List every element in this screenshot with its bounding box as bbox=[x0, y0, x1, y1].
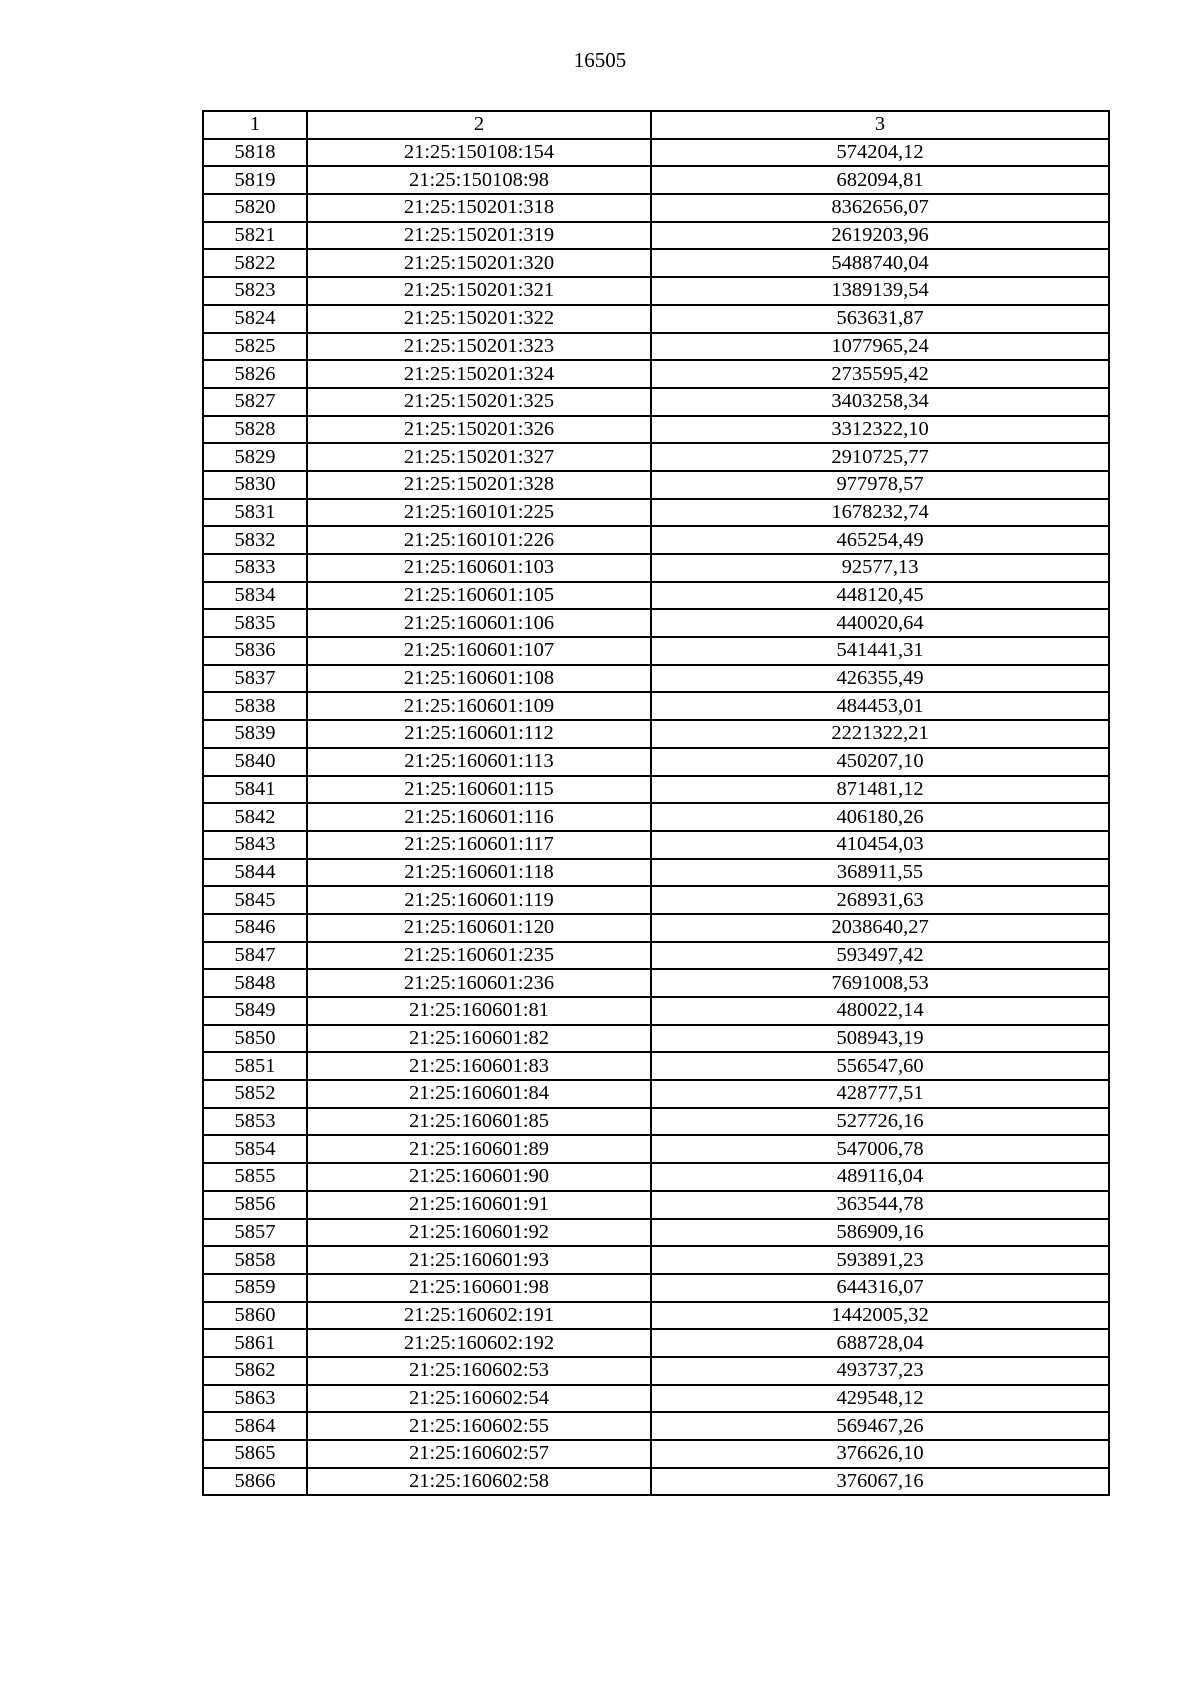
table-row bbox=[203, 1108, 1109, 1136]
table-header bbox=[203, 111, 1109, 139]
cadastral-number-cell: 21:25:160601:82 bbox=[307, 1025, 651, 1053]
cadastral-number-cell: 21:25:150201:325 bbox=[307, 388, 651, 416]
cadastral-number-cell: 21:25:150201:328 bbox=[307, 471, 651, 499]
table-row bbox=[203, 1052, 1109, 1080]
row-number-cell: 5818 bbox=[203, 139, 307, 167]
value-cell: 688728,04 bbox=[651, 1329, 1109, 1357]
table-row bbox=[203, 388, 1109, 416]
table-row bbox=[203, 166, 1109, 194]
cadastral-number-cell: 21:25:150201:327 bbox=[307, 443, 651, 471]
value-cell: 3403258,34 bbox=[651, 388, 1109, 416]
cadastral-number-cell: 21:25:160601:103 bbox=[307, 554, 651, 582]
value-cell: 556547,60 bbox=[651, 1052, 1109, 1080]
table-row bbox=[203, 305, 1109, 333]
cadastral-number-cell: 21:25:160101:225 bbox=[307, 499, 651, 527]
cadastral-number-cell: 21:25:160601:235 bbox=[307, 942, 651, 970]
value-cell: 3312322,10 bbox=[651, 416, 1109, 444]
table-row bbox=[203, 637, 1109, 665]
cadastral-number-cell: 21:25:160601:92 bbox=[307, 1219, 651, 1247]
table-row bbox=[203, 1440, 1109, 1468]
table-row bbox=[203, 1219, 1109, 1247]
cadastral-number-cell: 21:25:160602:53 bbox=[307, 1357, 651, 1385]
row-number-cell: 5852 bbox=[203, 1080, 307, 1108]
value-cell: 593497,42 bbox=[651, 942, 1109, 970]
table-row bbox=[203, 499, 1109, 527]
table-row bbox=[203, 1468, 1109, 1496]
row-number-cell: 5866 bbox=[203, 1468, 307, 1496]
value-cell: 440020,64 bbox=[651, 609, 1109, 637]
cadastral-number-cell: 21:25:160601:109 bbox=[307, 692, 651, 720]
cadastral-number-cell: 21:25:160601:106 bbox=[307, 609, 651, 637]
cadastral-number-cell: 21:25:160601:108 bbox=[307, 665, 651, 693]
row-number-cell: 5820 bbox=[203, 194, 307, 222]
table-row bbox=[203, 665, 1109, 693]
row-number-cell: 5846 bbox=[203, 914, 307, 942]
row-number-cell: 5851 bbox=[203, 1052, 307, 1080]
row-number-cell: 5819 bbox=[203, 166, 307, 194]
cadastral-number-cell: 21:25:160602:54 bbox=[307, 1385, 651, 1413]
value-cell: 1389139,54 bbox=[651, 277, 1109, 305]
table-row bbox=[203, 277, 1109, 305]
table-row bbox=[203, 1329, 1109, 1357]
value-cell: 92577,13 bbox=[651, 554, 1109, 582]
value-cell: 541441,31 bbox=[651, 637, 1109, 665]
table-row bbox=[203, 997, 1109, 1025]
value-cell: 682094,81 bbox=[651, 166, 1109, 194]
row-number-cell: 5832 bbox=[203, 526, 307, 554]
cadastral-number-cell: 21:25:150201:324 bbox=[307, 360, 651, 388]
row-number-cell: 5833 bbox=[203, 554, 307, 582]
value-cell: 2619203,96 bbox=[651, 222, 1109, 250]
value-cell: 569467,26 bbox=[651, 1412, 1109, 1440]
table-row bbox=[203, 1274, 1109, 1302]
value-cell: 2910725,77 bbox=[651, 443, 1109, 471]
cadastral-number-cell: 21:25:160601:120 bbox=[307, 914, 651, 942]
table-row bbox=[203, 886, 1109, 914]
value-cell: 7691008,53 bbox=[651, 969, 1109, 997]
value-cell: 376067,16 bbox=[651, 1468, 1109, 1496]
cadastral-number-cell: 21:25:160601:116 bbox=[307, 803, 651, 831]
value-cell: 508943,19 bbox=[651, 1025, 1109, 1053]
row-number-cell: 5838 bbox=[203, 692, 307, 720]
value-cell: 489116,04 bbox=[651, 1163, 1109, 1191]
row-number-cell: 5825 bbox=[203, 333, 307, 361]
row-number-cell: 5844 bbox=[203, 859, 307, 887]
header-cell-1: 1 bbox=[203, 111, 307, 139]
row-number-cell: 5858 bbox=[203, 1246, 307, 1274]
table-row bbox=[203, 1412, 1109, 1440]
cadastral-number-cell: 21:25:160601:115 bbox=[307, 776, 651, 804]
row-number-cell: 5830 bbox=[203, 471, 307, 499]
table-row bbox=[203, 1385, 1109, 1413]
value-cell: 2038640,27 bbox=[651, 914, 1109, 942]
cadastral-number-cell: 21:25:160601:91 bbox=[307, 1191, 651, 1219]
value-cell: 493737,23 bbox=[651, 1357, 1109, 1385]
row-number-cell: 5839 bbox=[203, 720, 307, 748]
table-row bbox=[203, 249, 1109, 277]
table-row bbox=[203, 139, 1109, 167]
cadastral-number-cell: 21:25:160602:192 bbox=[307, 1329, 651, 1357]
row-number-cell: 5822 bbox=[203, 249, 307, 277]
cadastral-number-cell: 21:25:150108:154 bbox=[307, 139, 651, 167]
value-cell: 450207,10 bbox=[651, 748, 1109, 776]
cadastral-number-cell: 21:25:150201:321 bbox=[307, 277, 651, 305]
row-number-cell: 5841 bbox=[203, 776, 307, 804]
header-cell-2: 2 bbox=[307, 111, 651, 139]
value-cell: 363544,78 bbox=[651, 1191, 1109, 1219]
row-number-cell: 5837 bbox=[203, 665, 307, 693]
row-number-cell: 5849 bbox=[203, 997, 307, 1025]
row-number-cell: 5864 bbox=[203, 1412, 307, 1440]
table-row bbox=[203, 222, 1109, 250]
cadastral-number-cell: 21:25:150201:322 bbox=[307, 305, 651, 333]
value-cell: 465254,49 bbox=[651, 526, 1109, 554]
value-cell: 376626,10 bbox=[651, 1440, 1109, 1468]
table-row bbox=[203, 333, 1109, 361]
value-cell: 426355,49 bbox=[651, 665, 1109, 693]
cadastral-number-cell: 21:25:160601:98 bbox=[307, 1274, 651, 1302]
table-row bbox=[203, 748, 1109, 776]
table-row bbox=[203, 1025, 1109, 1053]
cadastral-number-cell: 21:25:160602:191 bbox=[307, 1302, 651, 1330]
header-cell-3: 3 bbox=[651, 111, 1109, 139]
table-row bbox=[203, 914, 1109, 942]
cadastral-number-cell: 21:25:160602:58 bbox=[307, 1468, 651, 1496]
table-row bbox=[203, 1135, 1109, 1163]
value-cell: 977978,57 bbox=[651, 471, 1109, 499]
value-cell: 563631,87 bbox=[651, 305, 1109, 333]
row-number-cell: 5856 bbox=[203, 1191, 307, 1219]
table-row bbox=[203, 1163, 1109, 1191]
cadastral-number-cell: 21:25:150108:98 bbox=[307, 166, 651, 194]
table-row bbox=[203, 969, 1109, 997]
value-cell: 429548,12 bbox=[651, 1385, 1109, 1413]
cadastral-number-cell: 21:25:160602:55 bbox=[307, 1412, 651, 1440]
row-number-cell: 5850 bbox=[203, 1025, 307, 1053]
row-number-cell: 5835 bbox=[203, 609, 307, 637]
table-row bbox=[203, 720, 1109, 748]
table-row bbox=[203, 776, 1109, 804]
cadastral-number-cell: 21:25:160601:117 bbox=[307, 831, 651, 859]
value-cell: 368911,55 bbox=[651, 859, 1109, 887]
table-row bbox=[203, 1302, 1109, 1330]
row-number-cell: 5857 bbox=[203, 1219, 307, 1247]
value-cell: 527726,16 bbox=[651, 1108, 1109, 1136]
value-cell: 484453,01 bbox=[651, 692, 1109, 720]
value-cell: 406180,26 bbox=[651, 803, 1109, 831]
cadastral-number-cell: 21:25:160602:57 bbox=[307, 1440, 651, 1468]
value-cell: 586909,16 bbox=[651, 1219, 1109, 1247]
row-number-cell: 5842 bbox=[203, 803, 307, 831]
row-number-cell: 5821 bbox=[203, 222, 307, 250]
row-number-cell: 5840 bbox=[203, 748, 307, 776]
cadastral-number-cell: 21:25:160101:226 bbox=[307, 526, 651, 554]
cadastral-number-cell: 21:25:160601:93 bbox=[307, 1246, 651, 1274]
cadastral-number-cell: 21:25:160601:81 bbox=[307, 997, 651, 1025]
table-row bbox=[203, 416, 1109, 444]
table-row bbox=[203, 1080, 1109, 1108]
value-cell: 593891,23 bbox=[651, 1246, 1109, 1274]
row-number-cell: 5862 bbox=[203, 1357, 307, 1385]
cadastral-number-cell: 21:25:160601:107 bbox=[307, 637, 651, 665]
table-row bbox=[203, 443, 1109, 471]
table-body bbox=[203, 139, 1109, 1496]
table-row bbox=[203, 609, 1109, 637]
table-row bbox=[203, 859, 1109, 887]
page-number: 16505 bbox=[573, 48, 627, 72]
row-number-cell: 5859 bbox=[203, 1274, 307, 1302]
row-number-cell: 5865 bbox=[203, 1440, 307, 1468]
cadastral-number-cell: 21:25:160601:105 bbox=[307, 582, 651, 610]
table-header-row bbox=[203, 111, 1109, 139]
cadastral-number-cell: 21:25:160601:84 bbox=[307, 1080, 651, 1108]
row-number-cell: 5836 bbox=[203, 637, 307, 665]
value-cell: 5488740,04 bbox=[651, 249, 1109, 277]
row-number-cell: 5831 bbox=[203, 499, 307, 527]
cadastral-number-cell: 21:25:160601:112 bbox=[307, 720, 651, 748]
row-number-cell: 5829 bbox=[203, 443, 307, 471]
cadastral-number-cell: 21:25:160601:118 bbox=[307, 859, 651, 887]
table-row bbox=[203, 692, 1109, 720]
cadastral-number-cell: 21:25:150201:326 bbox=[307, 416, 651, 444]
row-number-cell: 5861 bbox=[203, 1329, 307, 1357]
table-row bbox=[203, 1191, 1109, 1219]
value-cell: 448120,45 bbox=[651, 582, 1109, 610]
table-row bbox=[203, 831, 1109, 859]
row-number-cell: 5848 bbox=[203, 969, 307, 997]
row-number-cell: 5824 bbox=[203, 305, 307, 333]
cadastral-number-cell: 21:25:160601:85 bbox=[307, 1108, 651, 1136]
cadastral-number-cell: 21:25:160601:83 bbox=[307, 1052, 651, 1080]
row-number-cell: 5843 bbox=[203, 831, 307, 859]
row-number-cell: 5828 bbox=[203, 416, 307, 444]
value-cell: 428777,51 bbox=[651, 1080, 1109, 1108]
value-cell: 8362656,07 bbox=[651, 194, 1109, 222]
value-cell: 644316,07 bbox=[651, 1274, 1109, 1302]
row-number-cell: 5854 bbox=[203, 1135, 307, 1163]
cadastral-number-cell: 21:25:160601:119 bbox=[307, 886, 651, 914]
row-number-cell: 5853 bbox=[203, 1108, 307, 1136]
row-number-cell: 5847 bbox=[203, 942, 307, 970]
value-cell: 871481,12 bbox=[651, 776, 1109, 804]
row-number-cell: 5823 bbox=[203, 277, 307, 305]
value-cell: 1077965,24 bbox=[651, 333, 1109, 361]
table-row bbox=[203, 194, 1109, 222]
value-cell: 1678232,74 bbox=[651, 499, 1109, 527]
cadastral-number-cell: 21:25:150201:320 bbox=[307, 249, 651, 277]
cadastral-number-cell: 21:25:150201:318 bbox=[307, 194, 651, 222]
cadastral-number-cell: 21:25:160601:113 bbox=[307, 748, 651, 776]
row-number-cell: 5860 bbox=[203, 1302, 307, 1330]
table-row bbox=[203, 360, 1109, 388]
value-cell: 1442005,32 bbox=[651, 1302, 1109, 1330]
row-number-cell: 5845 bbox=[203, 886, 307, 914]
table-row bbox=[203, 471, 1109, 499]
table-row bbox=[203, 1246, 1109, 1274]
cadastral-number-cell: 21:25:150201:323 bbox=[307, 333, 651, 361]
value-cell: 574204,12 bbox=[651, 139, 1109, 167]
row-number-cell: 5863 bbox=[203, 1385, 307, 1413]
value-cell: 2735595,42 bbox=[651, 360, 1109, 388]
table-row bbox=[203, 554, 1109, 582]
value-cell: 480022,14 bbox=[651, 997, 1109, 1025]
row-number-cell: 5826 bbox=[203, 360, 307, 388]
table-row bbox=[203, 526, 1109, 554]
cadastral-number-cell: 21:25:150201:319 bbox=[307, 222, 651, 250]
value-cell: 547006,78 bbox=[651, 1135, 1109, 1163]
table-row bbox=[203, 942, 1109, 970]
cadastral-number-cell: 21:25:160601:236 bbox=[307, 969, 651, 997]
table-row bbox=[203, 1357, 1109, 1385]
table-row bbox=[203, 803, 1109, 831]
data-table bbox=[202, 110, 1110, 1496]
row-number-cell: 5855 bbox=[203, 1163, 307, 1191]
value-cell: 410454,03 bbox=[651, 831, 1109, 859]
row-number-cell: 5834 bbox=[203, 582, 307, 610]
table-row bbox=[203, 582, 1109, 610]
value-cell: 268931,63 bbox=[651, 886, 1109, 914]
cadastral-number-cell: 21:25:160601:90 bbox=[307, 1163, 651, 1191]
cadastral-number-cell: 21:25:160601:89 bbox=[307, 1135, 651, 1163]
row-number-cell: 5827 bbox=[203, 388, 307, 416]
value-cell: 2221322,21 bbox=[651, 720, 1109, 748]
